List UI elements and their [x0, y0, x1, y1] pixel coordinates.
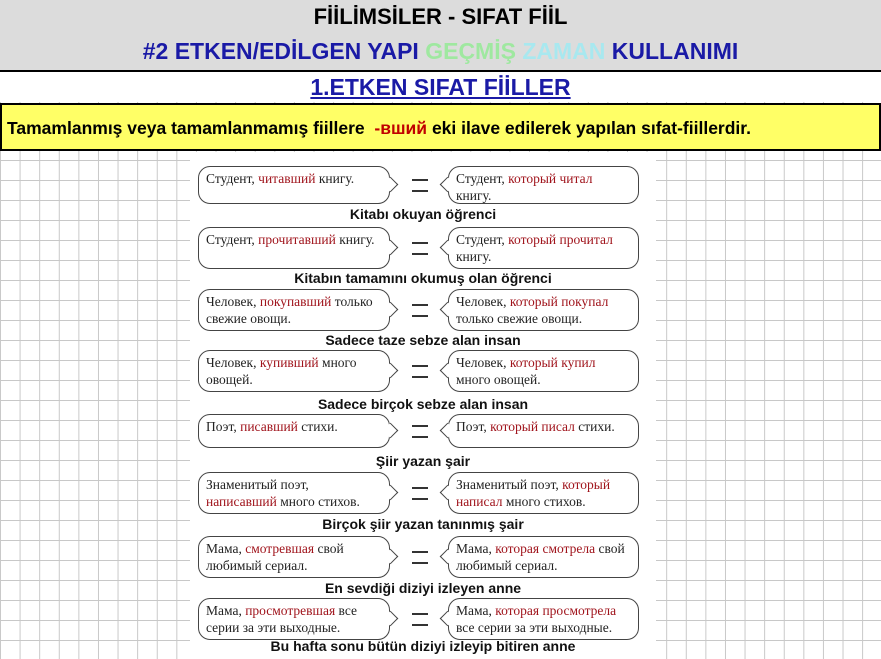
example-caption: Sadece taze sebze alan insan — [325, 332, 521, 348]
phrase-text: Знаменитый поэт, — [206, 477, 309, 492]
page-subtitle — [0, 38, 881, 65]
phrase-text: Человек, — [456, 294, 510, 309]
example-right-phrase — [448, 289, 639, 331]
section-title: 1.ETKEN SIFAT FİİLLER — [310, 74, 571, 100]
participle-highlight: которая просмотрела — [495, 603, 617, 618]
participle-highlight: который читал — [508, 171, 593, 186]
participle-highlight: прочитавший — [258, 232, 336, 247]
example-caption: Şiir yazan şair — [375, 453, 471, 469]
participle-highlight: писавший — [240, 419, 298, 434]
example-left-phrase — [198, 472, 390, 514]
phrase-text: много стихов. — [502, 494, 586, 509]
example-right-phrase — [448, 227, 639, 269]
phrase-text: Студент, — [206, 232, 259, 247]
page-title: FİİLİMSİLER - SIFAT FİİL — [313, 4, 568, 29]
rule-text-before: Tamamlanmış veya tamamlanmamış fiillere — [7, 118, 365, 138]
equals-sign — [412, 179, 428, 192]
example-left-phrase — [198, 414, 390, 448]
phrase-text: Человек, — [206, 294, 260, 309]
participle-highlight: читавший — [258, 171, 316, 186]
example-caption: Kitabın tamamını okumuş olan öğrenci — [294, 270, 552, 286]
participle-highlight: который покупал — [509, 294, 609, 309]
phrase-text: только свежие овощи. — [206, 294, 373, 326]
subtitle-part-1: #2 ETKEN/EDİLGEN YAPI — [142, 38, 419, 64]
example-caption: Birçok şiir yazan tanınmış şair — [322, 516, 524, 532]
phrase-text: свой любимый сериал. — [456, 541, 625, 573]
phrase-text: Студент, — [456, 171, 509, 186]
example-caption: Bu hafta sonu bütün diziyi izleyip bitiren anne — [270, 638, 576, 654]
rule-box — [0, 103, 881, 151]
equals-sign — [412, 242, 428, 255]
examples-panel — [190, 152, 656, 659]
phrase-text: книгу. — [456, 249, 492, 264]
phrase-text: Мама, — [206, 603, 246, 618]
phrase-text: книгу. — [335, 232, 375, 247]
phrase-text: стихи. — [574, 419, 615, 434]
phrase-text: свой любимый сериал. — [206, 541, 344, 573]
example-caption: Kitabı okuyan öğrenci — [349, 206, 497, 222]
phrase-text: книгу. — [315, 171, 355, 186]
participle-highlight: написавший — [206, 494, 277, 509]
equals-sign — [412, 304, 428, 317]
participle-highlight: просмотревшая — [245, 603, 336, 618]
phrase-text: Студент, — [206, 171, 259, 186]
example-right-phrase — [448, 166, 639, 204]
example-left-phrase — [198, 536, 390, 578]
phrase-text: Мама, — [456, 603, 496, 618]
subtitle-part-kullanimi: KULLANIMI — [611, 38, 739, 64]
example-left-phrase — [198, 598, 390, 640]
phrase-text: Поэт, — [206, 419, 241, 434]
page-header — [0, 0, 881, 72]
phrase-text: все серии за эти выходные. — [456, 620, 613, 635]
equals-sign — [412, 551, 428, 564]
phrase-text: много стихов. — [276, 494, 360, 509]
example-right-phrase — [448, 598, 639, 640]
example-left-phrase — [198, 227, 390, 269]
participle-highlight: купивший — [259, 355, 319, 370]
example-right-phrase — [448, 350, 639, 392]
participle-highlight: который писал — [490, 419, 575, 434]
participle-highlight: который прочитал — [508, 232, 613, 247]
phrase-text: Мама, — [206, 541, 246, 556]
rule-suffix: -вший — [374, 118, 428, 138]
participle-highlight: который купил — [509, 355, 596, 370]
participle-highlight: который написал — [456, 477, 611, 509]
participle-highlight: которая смотрела — [495, 541, 596, 556]
equals-sign — [412, 365, 428, 378]
subtitle-part-gecmis: GEÇMİŞ — [425, 38, 516, 64]
equals-sign — [412, 487, 428, 500]
section-heading — [0, 72, 881, 102]
example-right-phrase — [448, 414, 639, 448]
participle-highlight: смотревшая — [245, 541, 315, 556]
phrase-text: Студент, — [456, 232, 509, 247]
subtitle-part-zaman: ZAMAN — [522, 38, 606, 64]
example-right-phrase — [448, 472, 639, 514]
example-caption: En sevdiği diziyi izleyen anne — [324, 580, 522, 596]
phrase-text: много овощей. — [206, 355, 357, 387]
phrase-text: Человек, — [456, 355, 510, 370]
equals-sign — [412, 613, 428, 626]
phrase-text: стихи. — [297, 419, 338, 434]
rule-text — [7, 118, 751, 139]
example-left-phrase — [198, 166, 390, 204]
phrase-text: только свежие овощи. — [456, 311, 583, 326]
example-caption: Sadece birçok sebze alan insan — [317, 396, 529, 412]
participle-highlight: покупавший — [259, 294, 332, 309]
example-right-phrase — [448, 536, 639, 578]
example-left-phrase — [198, 289, 390, 331]
phrase-text: Мама, — [456, 541, 496, 556]
rule-text-after: eki ilave edilerek yapılan sıfat-fiillerdir. — [431, 118, 751, 138]
equals-sign — [412, 425, 428, 438]
phrase-text: Знаменитый поэт, — [456, 477, 563, 492]
phrase-text: много овощей. — [456, 372, 541, 387]
phrase-text: все серии за эти выходные. — [206, 603, 357, 635]
example-left-phrase — [198, 350, 390, 392]
phrase-text: книгу. — [456, 188, 492, 203]
phrase-text: Человек, — [206, 355, 260, 370]
phrase-text: Поэт, — [456, 419, 491, 434]
